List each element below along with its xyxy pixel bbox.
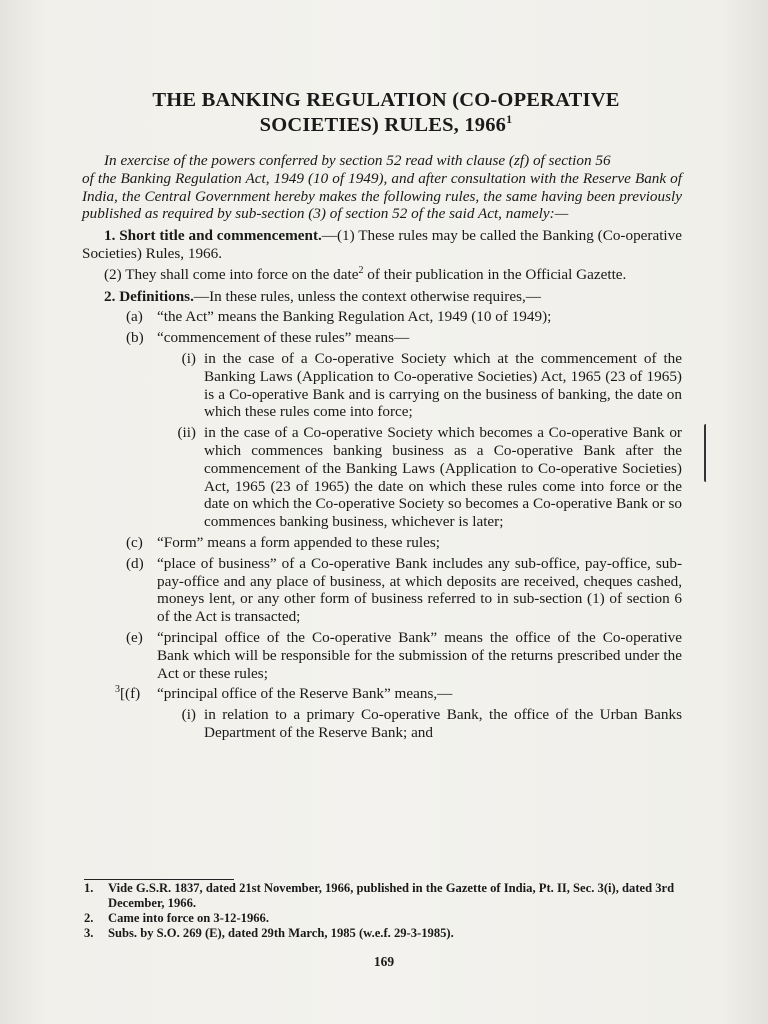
preamble <box>82 152 682 223</box>
definition-f: $^3$[(f) “principal office of the Reserve Bank” means,— <box>115 684 453 703</box>
definition-a: (a) “the Act” means the Banking Regulation Act, 1949 (10 of 1949); <box>126 308 552 326</box>
title-line-1: THE BANKING REGULATION (CO-OPERATIVE <box>152 89 620 111</box>
definition-b-i: (i) in the case of a Co-operative Society which at the commencement of the Banking Laws (Application to Co-operative Societies) Act, 1965 (23 of 1965) is a Co-operative Bank and is carrying on the business of banking, the date on which these rules come into force; <box>181 349 682 421</box>
preamble-first-line: In exercise of the powers conferred by section 52 read with clause (zf) of section 56 <box>104 152 611 169</box>
preamble-rest: of the Banking Regulation Act, 1949 (10 of 1949), and after consultation with the Reserve Bank of India, the Central Government hereby makes the following rules, the same having been previously published as required by sub-section (3) of section 52 of the said Act, namely:— <box>82 169 682 223</box>
rule-1-sub-2: (2) They shall come into force on the date$^2$ of their publication in the Official Gazette. <box>104 264 627 283</box>
footnote-2: 2. Came into force on 3-12-1966. <box>84 911 270 925</box>
definition-b: (b) “commencement of these rules” means— <box>126 329 410 347</box>
definition-b-ii: (ii) in the case of a Co-operative Society which becomes a Co-operative Bank or which commences banking business as a Co-operative Bank after the commencement of the Banking Laws (Application to Co-operative Societies) Act, 1965 (23 of 1965) the date on which these rules come into force or the date on which the Co-operative Society so becomes a Co-operative Bank or so commences banking business, whichever is later; <box>177 424 682 531</box>
margin-bracket-mark <box>704 424 709 482</box>
page-title <box>90 88 682 138</box>
definition-f-i: (i) in relation to a primary Co-operative Bank, the office of the Urban Banks Department of the Reserve Bank; and <box>181 706 682 741</box>
footnote-1: 1. Vide G.S.R. 1837, dated 21st November, 1966, published in the Gazette of India, Pt. II, Sec. 3(i), dated 3rd December, 1966. <box>84 881 675 910</box>
rule-2 <box>82 288 682 306</box>
page-content <box>82 88 682 742</box>
page-number: 169 <box>373 954 395 969</box>
definition-e: (e) “principal office of the Co-operative Bank” means the office of the Co-operative Bank which will be responsible for the submission of the returns prescribed under the Act or these rules; <box>126 628 682 682</box>
footnote-ref-3: 3 <box>115 684 120 696</box>
definition-c: (c) “Form” means a form appended to these rules; <box>126 533 440 551</box>
footnote-ref-2: 2 <box>358 264 364 276</box>
title-footnote-ref: 1 <box>506 112 513 127</box>
rule-1-heading: 1. Short title and commencement. <box>104 227 322 245</box>
rule-2-text: —In these rules, unless the context otherwise requires,— <box>193 287 541 305</box>
footnote-divider <box>84 879 234 880</box>
rule-1 <box>82 227 682 263</box>
definition-d: (d) “place of business” of a Co-operative Bank includes any sub-office, pay-office, sub-pay-office and any place of business, at which deposits are received, cheques cashed, moneys lent, or any other form of business referred to in sub-section (1) of section 6 of the Act is transacted; <box>126 554 682 626</box>
rule-1-text: —(1) These rules may be called the Banking (Co-operative Societies) Rules, 1966. <box>82 227 682 262</box>
rule-2-heading: 2. Definitions. <box>104 287 194 305</box>
footnote-3: 3. Subs. by S.O. 269 (E), dated 29th March, 1985 (w.e.f. 29-3-1985). <box>84 926 454 940</box>
title-line-2: SOCIETIES) RULES, 1966$^1$ <box>259 112 513 136</box>
footnotes <box>82 881 692 941</box>
